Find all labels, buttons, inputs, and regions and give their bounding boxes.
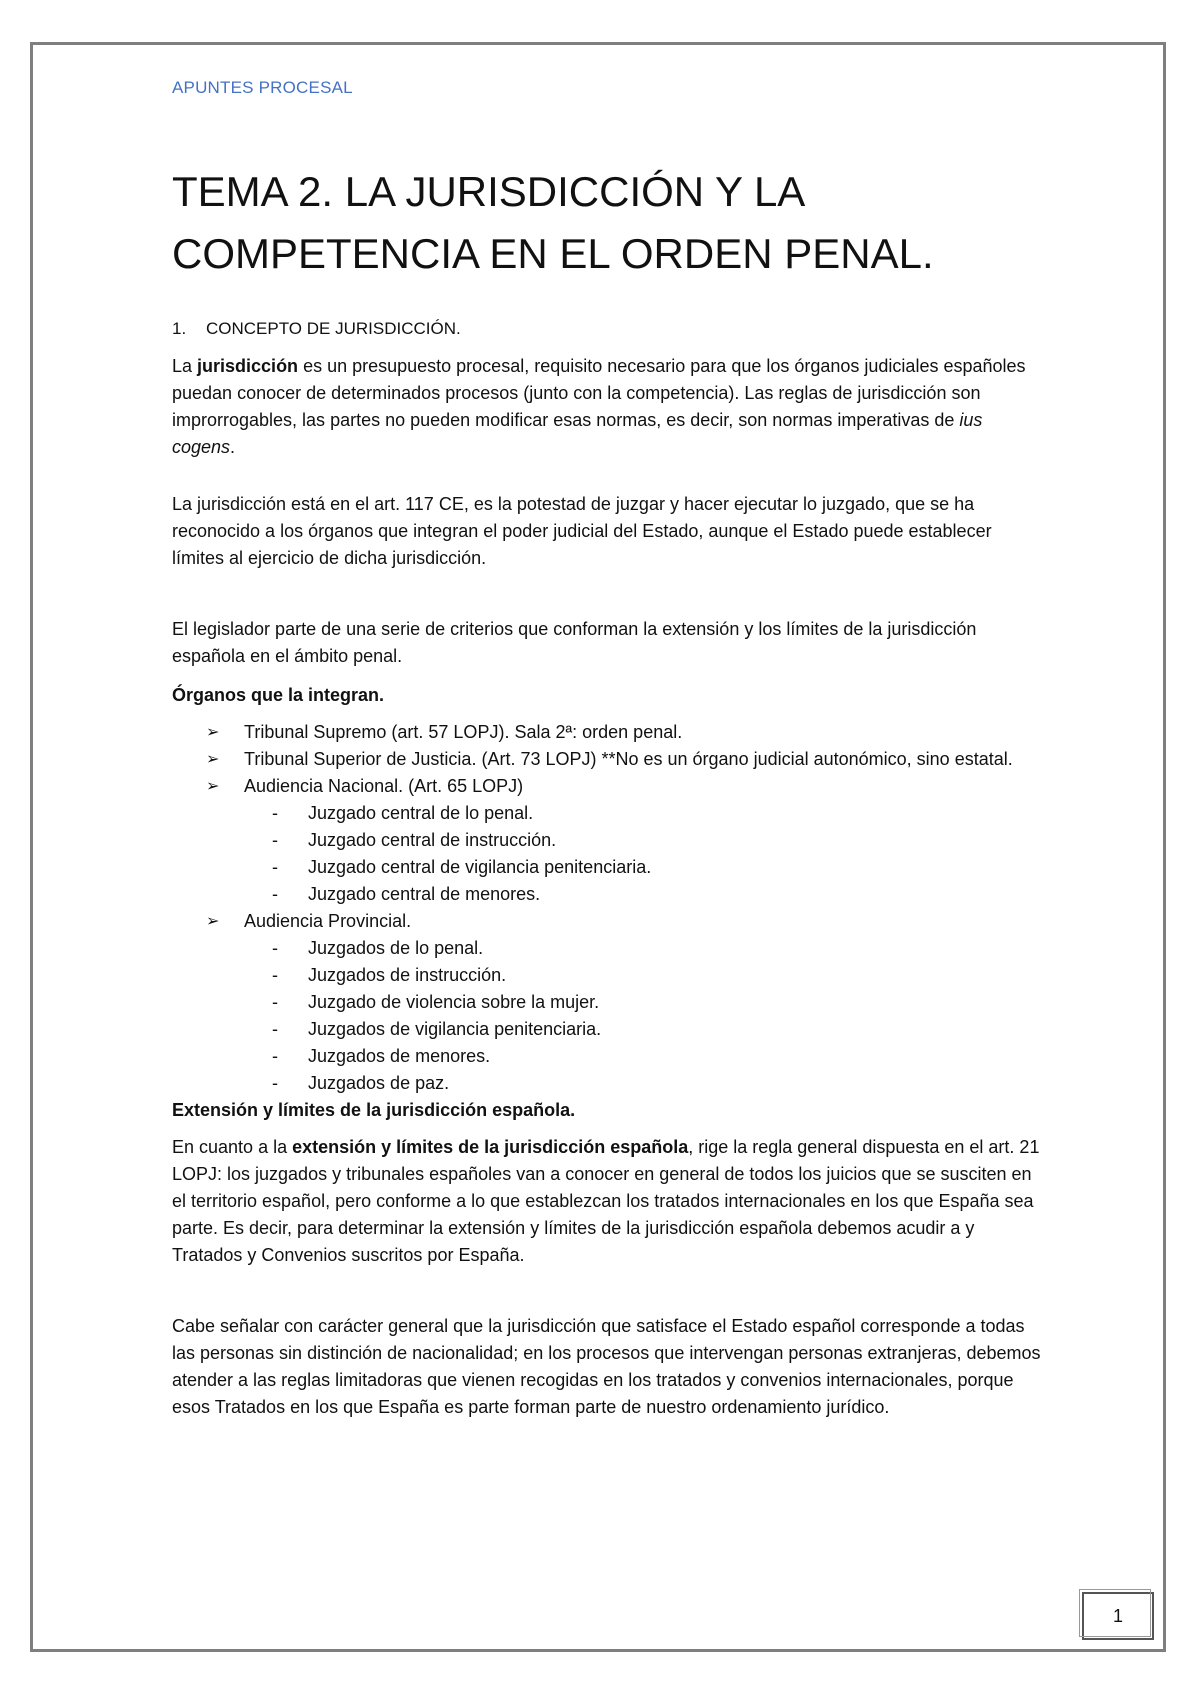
sub-item-label: Juzgados de menores. (308, 1046, 491, 1066)
sub-item-label: Juzgados de instrucción. (308, 965, 507, 985)
title-line-1: TEMA 2. LA JURISDICCIÓN Y LA (172, 168, 806, 215)
text-run: es un presupuesto procesal, requisito necesario para que los órganos judiciales españoles puedan conocer de determinados procesos (junto con la competencia). Las reglas de jurisdicción son improrrogables, las partes no pueden modificar esas normas, es decir, son normas imperativas de (172, 356, 1026, 430)
bold-term: jurisdicción (197, 356, 299, 376)
paragraph-3: El legislador parte de una serie de criterios que conforman la extensión y los límites de la jurisdicción española en el ámbito penal. (172, 619, 977, 666)
dash-bullet-icon: - (272, 965, 278, 985)
arrow-bullet-icon: ➢ (206, 751, 220, 768)
sub-list (244, 800, 1042, 908)
arrow-bullet-icon: ➢ (206, 724, 220, 741)
sub-item-label: Juzgado de violencia sobre la mujer. (308, 992, 600, 1012)
sub-item-label: Juzgado central de lo penal. (308, 803, 534, 823)
sub-list-item (272, 962, 1042, 989)
sub-item-label: Juzgado central de menores. (308, 884, 541, 904)
text-run: En cuanto a la (172, 1137, 293, 1157)
sub-item-label: Juzgados de vigilancia penitenciaria. (308, 1019, 602, 1039)
sub-list-item (272, 989, 1042, 1016)
dash-bullet-icon: - (272, 803, 278, 823)
running-header: APUNTES PROCESAL (172, 78, 353, 97)
list-item (206, 773, 1042, 908)
sub-item-label: Juzgados de paz. (308, 1073, 450, 1093)
text-run: . (230, 437, 236, 457)
dash-bullet-icon: - (272, 992, 278, 1012)
sub-list-item (272, 827, 1042, 854)
section-heading (172, 319, 1042, 339)
organos-list (172, 719, 1042, 1097)
dash-bullet-icon: - (272, 938, 278, 958)
dash-bullet-icon: - (272, 830, 278, 850)
sub-list-item (272, 854, 1042, 881)
italic-term: ius cogens (172, 410, 983, 457)
title-line-2: COMPETENCIA EN EL ORDEN PENAL. (172, 230, 934, 277)
sub-list-item (272, 1070, 1042, 1097)
sub-list-item (272, 800, 1042, 827)
dash-bullet-icon: - (272, 1046, 278, 1066)
page-number: 1 (1112, 1605, 1123, 1626)
list-item-label: Audiencia Provincial. (244, 911, 412, 931)
list-item (206, 746, 1042, 773)
list-item-label: Tribunal Superior de Justicia. (Art. 73 LOPJ) **No es un órgano judicial autonómico, sino estatal. (244, 749, 1013, 769)
dash-bullet-icon: - (272, 857, 278, 877)
sub-list-item (272, 1043, 1042, 1070)
document-title (172, 161, 1042, 285)
paragraph-5: Cabe señalar con carácter general que la jurisdicción que satisface el Estado español corresponde a todas las personas sin distinción de nacionalidad; en los procesos que intervengan personas extranjeras, debemos atender a las reglas limitadoras que vienen recogidas en los tratados y convenios internacionales, porque esos Tratados en los que España es parte forman parte de nuestro ordenamiento jurídico. (172, 1316, 1041, 1417)
bold-term: extensión y límites de la jurisdicción española (292, 1137, 689, 1157)
list-item-label: Tribunal Supremo (art. 57 LOPJ). Sala 2ª: orden penal. (244, 722, 683, 742)
page-content (172, 74, 1042, 1433)
arrow-bullet-icon: ➢ (206, 913, 220, 930)
text-run: , rige la regla general dispuesta en el art. 21 LOPJ: los juzgados y tribunales españoles van a conocer en general de todos los juicios que se susciten en el territorio español, pero conforme a lo que establezcan los tratados internacionales en los que España sea parte. Es decir, para determinar la extensión y límites de la jurisdicción española debemos acudir a y Tratados y Convenios suscritos por España. (172, 1137, 1040, 1265)
sub-list-item (272, 881, 1042, 908)
paragraph-1 (172, 353, 1042, 461)
sub-item-label: Juzgado central de instrucción. (308, 830, 557, 850)
sub-list (244, 935, 1042, 1097)
sub-item-label: Juzgado central de vigilancia penitenciaria. (308, 857, 652, 877)
section-number: 1. (172, 319, 187, 338)
arrow-bullet-icon: ➢ (206, 778, 220, 795)
list-item (206, 908, 1042, 1097)
dash-bullet-icon: - (272, 1019, 278, 1039)
paragraph-2: La jurisdicción está en el art. 117 CE, es la potestad de juzgar y hacer ejecutar lo juzgado, que se ha reconocido a los órganos que integran el poder judicial del Estado, aunque el Estado puede establecer límites al ejercicio de dicha jurisdicción. (172, 494, 992, 568)
sub-list-item (272, 1016, 1042, 1043)
dash-bullet-icon: - (272, 884, 278, 904)
organos-heading: Órganos que la integran. (172, 685, 385, 705)
extension-heading: Extensión y límites de la jurisdicción española. (172, 1100, 576, 1120)
dash-bullet-icon: - (272, 1073, 278, 1093)
paragraph-4 (172, 1134, 1042, 1269)
page-number-box (1082, 1592, 1154, 1640)
sub-list-item (272, 935, 1042, 962)
section-title: CONCEPTO DE JURISDICCIÓN. (206, 319, 461, 338)
list-item-label: Audiencia Nacional. (Art. 65 LOPJ) (244, 776, 524, 796)
list-item (206, 719, 1042, 746)
sub-item-label: Juzgados de lo penal. (308, 938, 484, 958)
text-run: La (172, 356, 198, 376)
